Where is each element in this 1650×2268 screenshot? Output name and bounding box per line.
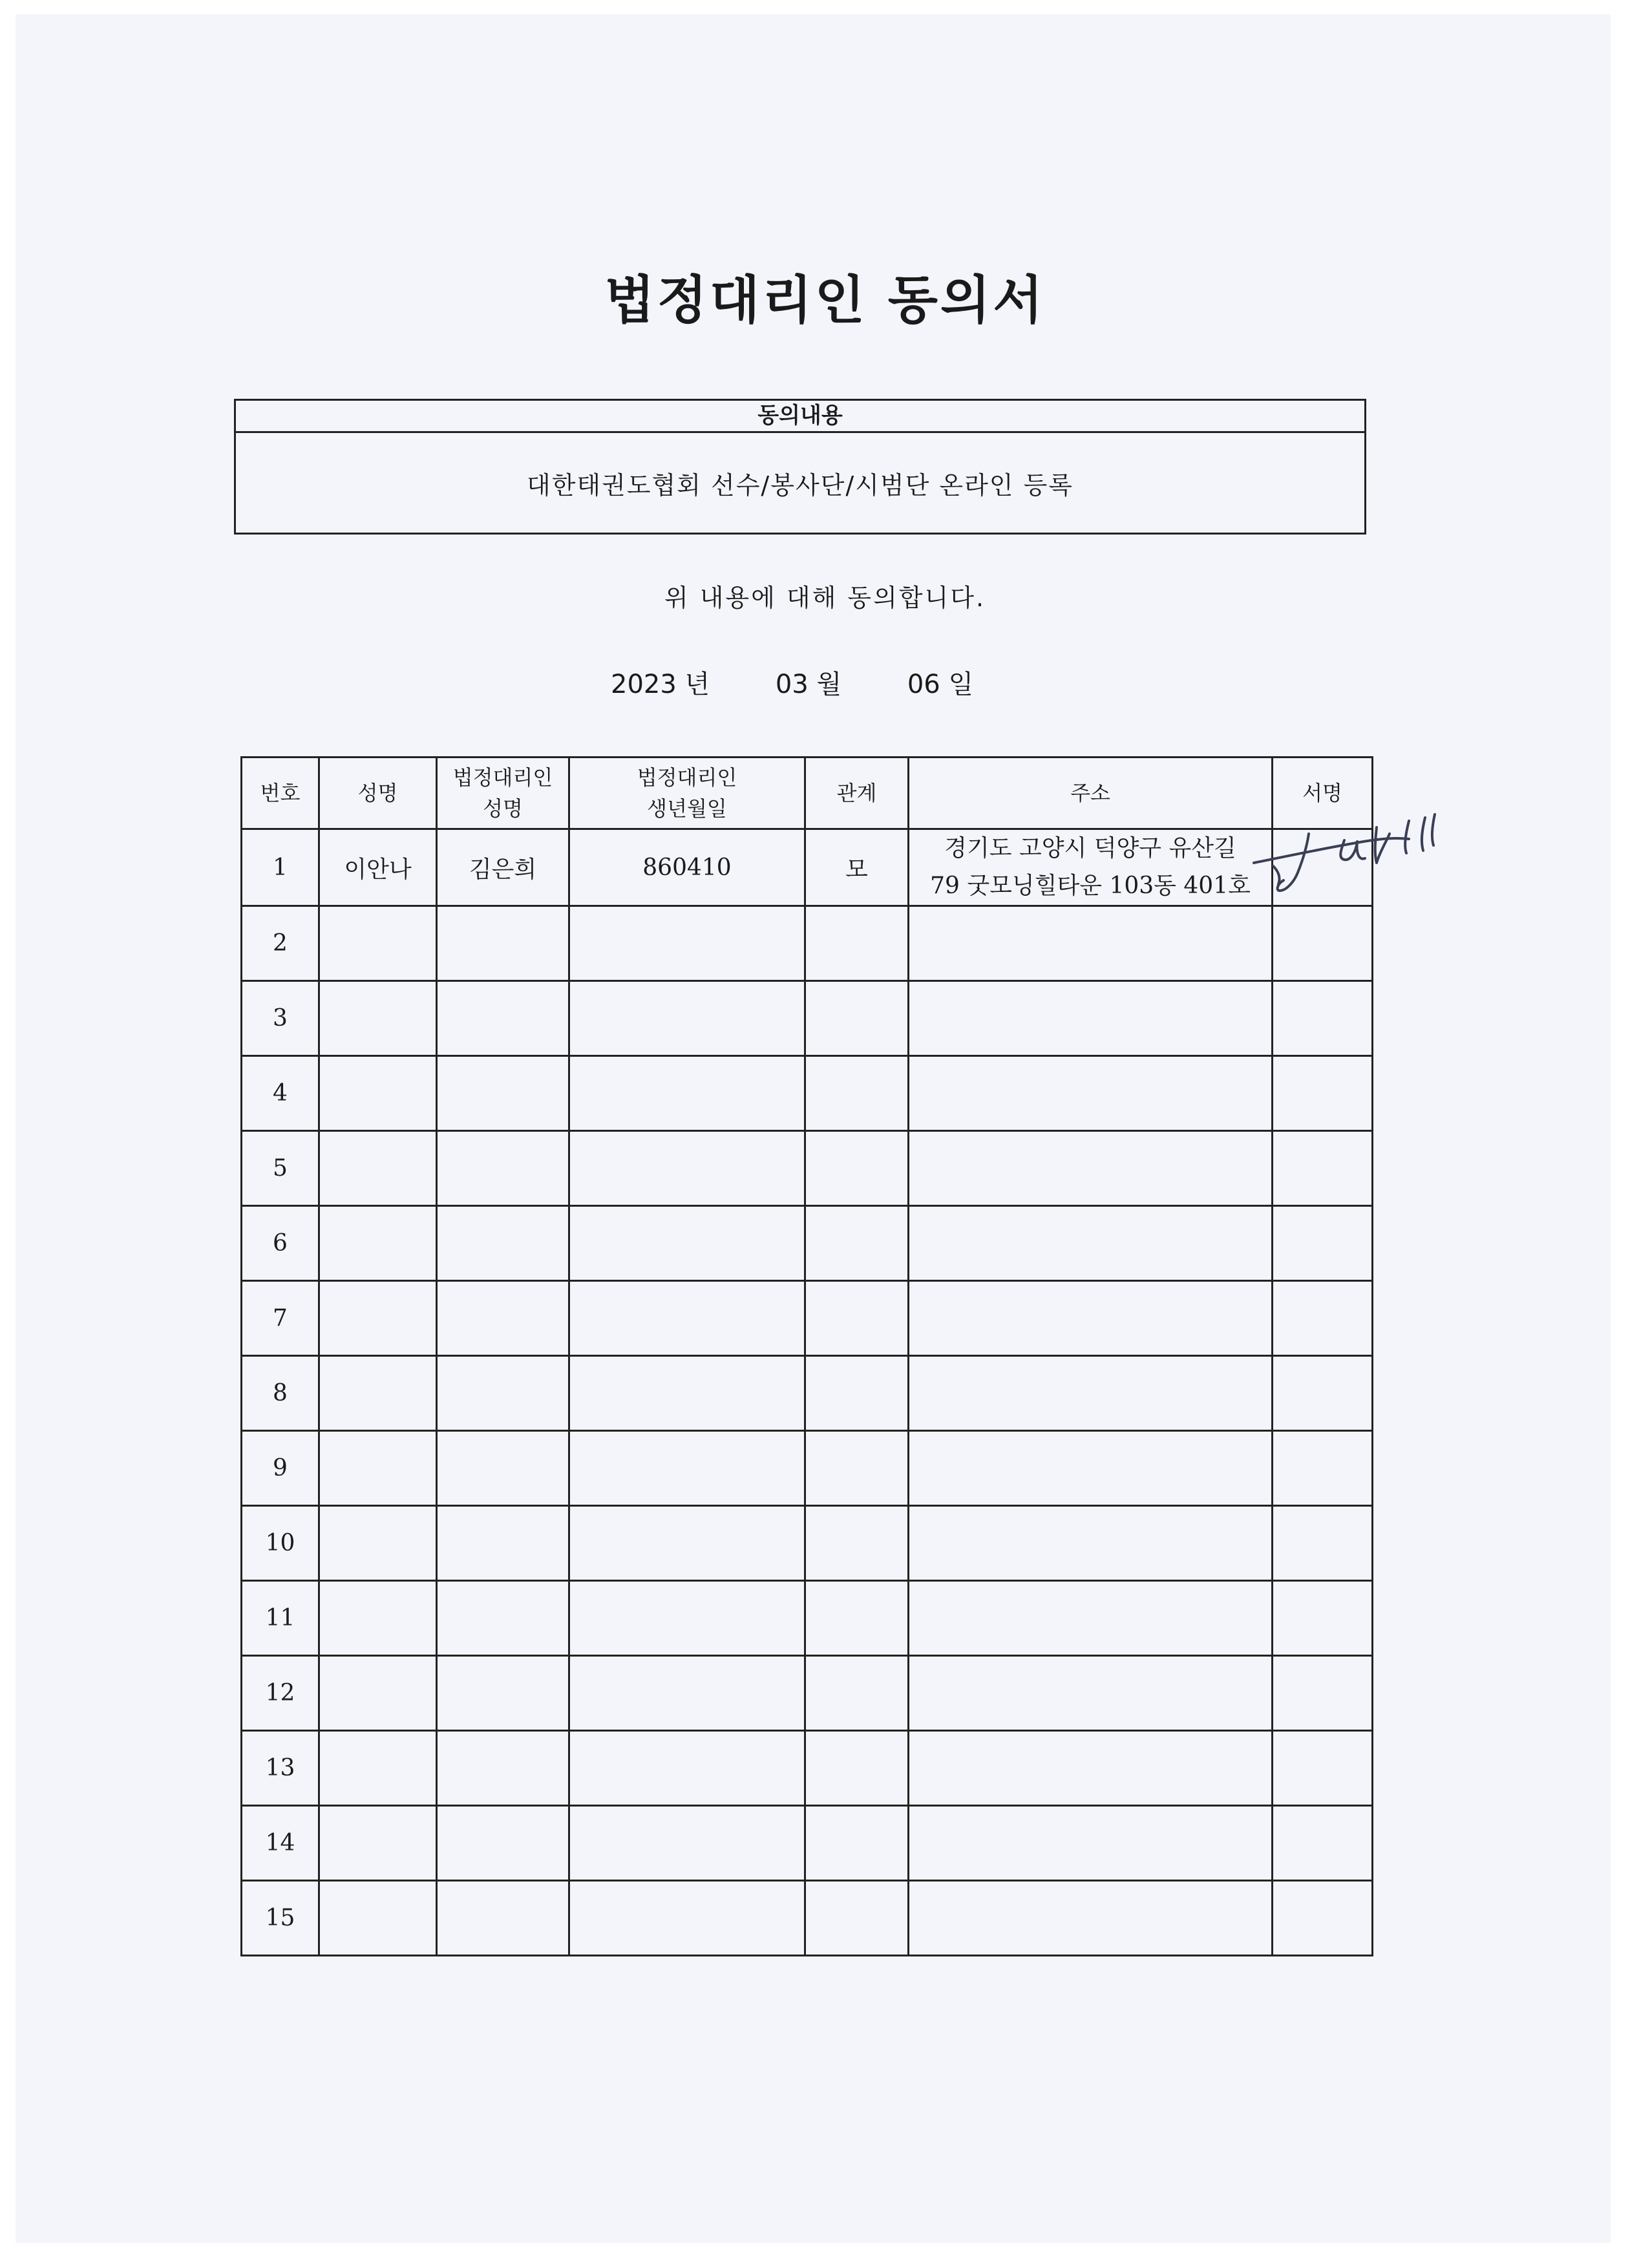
cell-relation [805, 1206, 909, 1281]
cell-no: 5 [242, 1131, 319, 1206]
table-row [242, 1656, 1373, 1731]
cell-address [909, 1356, 1273, 1431]
signature-image [1247, 801, 1461, 905]
cell-signature [1273, 981, 1373, 1056]
cell-name [319, 1656, 437, 1731]
cell-signature [1273, 1581, 1373, 1656]
cell-address [909, 1281, 1273, 1356]
date-year-unit: 년 [684, 670, 710, 699]
cell-signature [1273, 1656, 1373, 1731]
cell-guardian [437, 1131, 569, 1206]
agreement-statement: 위 내용에 대해 동의합니다. [664, 584, 986, 612]
cell-relation [805, 906, 909, 981]
cell-signature [1273, 1731, 1373, 1806]
cell-name [319, 1056, 437, 1131]
header-relation: 관계 [805, 758, 909, 829]
cell-birth [569, 1431, 805, 1506]
cell-signature [1273, 1356, 1373, 1431]
cell-relation [805, 1806, 909, 1881]
cell-relation [805, 1656, 909, 1731]
cell-relation [805, 1431, 909, 1506]
cell-address [909, 1656, 1273, 1731]
cell-guardian [437, 1506, 569, 1581]
consent-heading: 동의내용 [236, 401, 1364, 433]
cell-signature [1273, 1056, 1373, 1131]
cell-no: 8 [242, 1356, 319, 1431]
cell-birth [569, 1806, 805, 1881]
consent-date [611, 664, 973, 701]
header-guardian-birth [569, 758, 805, 829]
cell-no: 11 [242, 1581, 319, 1656]
cell-signature [1273, 1131, 1373, 1206]
header-name: 성명 [319, 758, 437, 829]
cell-signature [1273, 1281, 1373, 1356]
header-guardian-name [437, 758, 569, 829]
cell-guardian [437, 1581, 569, 1656]
table-row [242, 1581, 1373, 1656]
table-row [242, 906, 1373, 981]
guardian-roster-table [240, 756, 1373, 1956]
cell-no: 13 [242, 1731, 319, 1806]
consent-content: 대한태권도협회 선수/봉사단/시범단 온라인 등록 [526, 471, 1074, 500]
cell-address [909, 1806, 1273, 1881]
cell-signature [1273, 1206, 1373, 1281]
cell-no: 10 [242, 1506, 319, 1581]
document-title: 법정대리인 동의서 [604, 270, 1046, 330]
cell-birth [569, 1881, 805, 1956]
cell-name [319, 906, 437, 981]
cell-name [319, 1506, 437, 1581]
cell-no: 4 [242, 1056, 319, 1131]
address-line2: 79 굿모닝힐타운 103동 401호 [930, 873, 1251, 899]
table-row [242, 1356, 1373, 1431]
cell-guardian [437, 1431, 569, 1506]
cell-signature [1273, 1806, 1373, 1881]
cell-no: 1 [242, 829, 319, 906]
cell-birth [569, 1356, 805, 1431]
cell-relation [805, 1506, 909, 1581]
cell-address [909, 1506, 1273, 1581]
cell-birth [569, 1656, 805, 1731]
cell-birth [569, 1506, 805, 1581]
cell-name [319, 1356, 437, 1431]
table-row [242, 1206, 1373, 1281]
cell-birth [569, 1281, 805, 1356]
cell-relation [805, 981, 909, 1056]
cell-no: 9 [242, 1431, 319, 1506]
cell-address [909, 1056, 1273, 1131]
cell-no: 7 [242, 1281, 319, 1356]
cell-birth [569, 1206, 805, 1281]
cell-name [319, 981, 437, 1056]
header-no: 번호 [242, 758, 319, 829]
cell-name [319, 1431, 437, 1506]
cell-relation [805, 1581, 909, 1656]
cell-name: 이안나 [319, 829, 437, 906]
address-line1: 경기도 고양시 덕양구 유산길 [944, 835, 1236, 862]
cell-relation [805, 1056, 909, 1131]
cell-address [909, 1206, 1273, 1281]
cell-name [319, 1281, 437, 1356]
date-day-unit: 일 [948, 670, 974, 699]
table-row [242, 1506, 1373, 1581]
cell-guardian [437, 906, 569, 981]
cell-name [319, 1131, 437, 1206]
cell-signature [1273, 1506, 1373, 1581]
cell-birth [569, 1056, 805, 1131]
cell-no: 12 [242, 1656, 319, 1731]
cell-birth [569, 1131, 805, 1206]
consent-box [234, 399, 1366, 535]
cell-address [909, 1731, 1273, 1806]
cell-relation [805, 1356, 909, 1431]
cell-address [909, 1881, 1273, 1956]
cell-birth [569, 981, 805, 1056]
table-row [242, 1881, 1373, 1956]
cell-relation [805, 1281, 909, 1356]
cell-signature [1273, 1881, 1373, 1956]
cell-name [319, 1806, 437, 1881]
table-row [242, 1056, 1373, 1131]
header-guardian-name-line2: 성명 [483, 796, 523, 821]
cell-no: 3 [242, 981, 319, 1056]
table-header-row [242, 758, 1373, 829]
cell-birth [569, 1581, 805, 1656]
header-signature: 서명 [1273, 758, 1373, 829]
cell-guardian [437, 1356, 569, 1431]
cell-guardian [437, 981, 569, 1056]
cell-guardian [437, 1656, 569, 1731]
cell-no: 15 [242, 1881, 319, 1956]
table-row [242, 1731, 1373, 1806]
cell-no: 6 [242, 1206, 319, 1281]
cell-address [909, 981, 1273, 1056]
header-guardian-birth-line2: 생년월일 [647, 796, 727, 821]
cell-birth [569, 906, 805, 981]
cell-no: 14 [242, 1806, 319, 1881]
table-row [242, 981, 1373, 1056]
date-month-unit: 월 [816, 670, 842, 699]
cell-relation [805, 1881, 909, 1956]
date-day: 06 [907, 670, 940, 699]
cell-no: 2 [242, 906, 319, 981]
cell-signature [1273, 1431, 1373, 1506]
cell-relation [805, 1131, 909, 1206]
cell-address [909, 829, 1273, 906]
header-guardian-name-line1: 법정대리인 [452, 765, 553, 790]
cell-guardian [437, 1731, 569, 1806]
table-row [242, 829, 1373, 906]
date-month: 03 [775, 670, 809, 699]
table-row [242, 1131, 1373, 1206]
cell-address [909, 1431, 1273, 1506]
date-year: 2023 [611, 670, 677, 699]
cell-guardian [437, 1806, 569, 1881]
cell-guardian [437, 1206, 569, 1281]
cell-relation: 모 [805, 829, 909, 906]
cell-guardian [437, 1881, 569, 1956]
cell-guardian [437, 1056, 569, 1131]
cell-guardian: 김은희 [437, 829, 569, 906]
cell-name [319, 1206, 437, 1281]
cell-birth: 860410 [569, 829, 805, 906]
cell-relation [805, 1731, 909, 1806]
header-address: 주소 [909, 758, 1273, 829]
cell-name [319, 1731, 437, 1806]
table-row [242, 1806, 1373, 1881]
cell-address [909, 1131, 1273, 1206]
cell-guardian [437, 1281, 569, 1356]
cell-address [909, 906, 1273, 981]
cell-birth [569, 1731, 805, 1806]
header-guardian-birth-line1: 법정대리인 [637, 765, 737, 790]
cell-signature [1273, 906, 1373, 981]
table-row [242, 1431, 1373, 1506]
table-row [242, 1281, 1373, 1356]
cell-name [319, 1881, 437, 1956]
cell-address [909, 1581, 1273, 1656]
cell-name [319, 1581, 437, 1656]
